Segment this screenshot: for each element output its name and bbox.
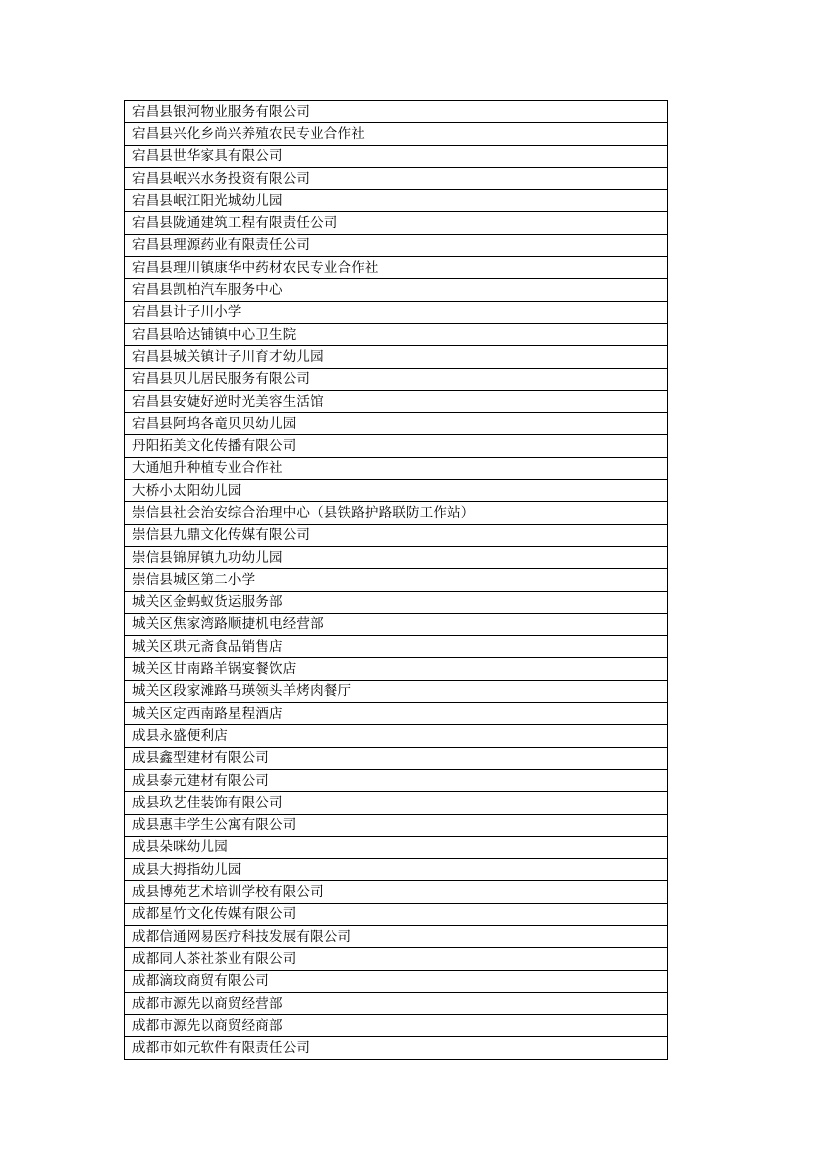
table-row <box>125 881 668 903</box>
company-name-cell: 成都市如元软件有限责任公司 <box>125 1037 668 1059</box>
company-name-cell: 城关区焦家湾路顺捷机电经营部 <box>125 613 668 635</box>
table-row <box>125 613 668 635</box>
table-row <box>125 859 668 881</box>
table-row <box>125 457 668 479</box>
company-name-cell: 宕昌县凯柏汽车服务中心 <box>125 279 668 301</box>
company-name-cell: 成都滴玟商贸有限公司 <box>125 970 668 992</box>
company-name-cell: 成都市源先以商贸经商部 <box>125 1015 668 1037</box>
company-name-cell: 宕昌县兴化乡尚兴养殖农民专业合作社 <box>125 123 668 145</box>
company-list-body <box>125 101 668 1060</box>
table-row <box>125 814 668 836</box>
table-row <box>125 435 668 457</box>
table-row <box>125 680 668 702</box>
company-name-cell: 宕昌县世华家具有限公司 <box>125 145 668 167</box>
company-name-cell: 丹阳拓美文化传播有限公司 <box>125 435 668 457</box>
table-row <box>125 301 668 323</box>
company-name-cell: 成县惠丰学生公寓有限公司 <box>125 814 668 836</box>
company-name-cell: 城关区段家滩路马瑛领头羊烤肉餐厅 <box>125 680 668 702</box>
company-name-cell: 成县鑫型建材有限公司 <box>125 747 668 769</box>
table-row <box>125 992 668 1014</box>
table-row <box>125 925 668 947</box>
company-name-cell: 宕昌县岷江阳光城幼儿园 <box>125 190 668 212</box>
company-name-cell: 成县朵咪幼儿园 <box>125 836 668 858</box>
company-name-cell: 大桥小太阳幼儿园 <box>125 480 668 502</box>
company-name-cell: 宕昌县阿坞各竜贝贝幼儿园 <box>125 413 668 435</box>
company-name-cell: 宕昌县哈达铺镇中心卫生院 <box>125 323 668 345</box>
table-row <box>125 524 668 546</box>
company-name-cell: 崇信县社会治安综合治理中心（县铁路护路联防工作站） <box>125 502 668 524</box>
table-row <box>125 1037 668 1059</box>
company-name-cell: 城关区金蚂蚁货运服务部 <box>125 591 668 613</box>
table-row <box>125 390 668 412</box>
company-name-cell: 城关区珙元斋食品销售店 <box>125 636 668 658</box>
table-row <box>125 703 668 725</box>
table-row <box>125 546 668 568</box>
company-name-cell: 城关区甘南路羊锅宴餐饮店 <box>125 658 668 680</box>
company-name-cell: 崇信县锦屏镇九功幼儿园 <box>125 546 668 568</box>
table-row <box>125 747 668 769</box>
table-row <box>125 1015 668 1037</box>
table-row <box>125 591 668 613</box>
company-name-cell: 宕昌县银河物业服务有限公司 <box>125 101 668 123</box>
company-name-cell: 宕昌县理川镇康华中药材农民专业合作社 <box>125 257 668 279</box>
table-row <box>125 145 668 167</box>
table-row <box>125 769 668 791</box>
table-row <box>125 502 668 524</box>
table-row <box>125 167 668 189</box>
table-row <box>125 212 668 234</box>
table-row <box>125 346 668 368</box>
company-name-cell: 宕昌县安婕好逆时光美容生活馆 <box>125 390 668 412</box>
table-row <box>125 480 668 502</box>
company-name-cell: 宕昌县岷兴水务投资有限公司 <box>125 167 668 189</box>
company-name-cell: 宕昌县计子川小学 <box>125 301 668 323</box>
table-row <box>125 725 668 747</box>
table-row <box>125 569 668 591</box>
company-name-cell: 宕昌县陇通建筑工程有限责任公司 <box>125 212 668 234</box>
table-row <box>125 658 668 680</box>
table-row <box>125 413 668 435</box>
company-name-cell: 城关区定西南路星程酒店 <box>125 703 668 725</box>
company-name-cell: 成县博苑艺术培训学校有限公司 <box>125 881 668 903</box>
table-row <box>125 903 668 925</box>
table-row <box>125 970 668 992</box>
company-name-cell: 成都信通网易医疗科技发展有限公司 <box>125 925 668 947</box>
company-name-cell: 崇信县城区第二小学 <box>125 569 668 591</box>
table-row <box>125 948 668 970</box>
company-list-table <box>124 100 668 1060</box>
company-name-cell: 成都同人茶社茶业有限公司 <box>125 948 668 970</box>
table-row <box>125 234 668 256</box>
table-row <box>125 257 668 279</box>
table-row <box>125 636 668 658</box>
table-row <box>125 190 668 212</box>
table-row <box>125 792 668 814</box>
table-row <box>125 279 668 301</box>
table-row <box>125 101 668 123</box>
company-name-cell: 成县玖艺佳装饰有限公司 <box>125 792 668 814</box>
company-name-cell: 成县泰元建材有限公司 <box>125 769 668 791</box>
table-row <box>125 836 668 858</box>
company-name-cell: 宕昌县城关镇计子川育才幼儿园 <box>125 346 668 368</box>
company-name-cell: 成县大拇指幼儿园 <box>125 859 668 881</box>
table-row <box>125 368 668 390</box>
company-name-cell: 大通旭升种植专业合作社 <box>125 457 668 479</box>
company-name-cell: 宕昌县理源药业有限责任公司 <box>125 234 668 256</box>
company-name-cell: 崇信县九鼎文化传媒有限公司 <box>125 524 668 546</box>
company-name-cell: 成都市源先以商贸经营部 <box>125 992 668 1014</box>
table-row <box>125 123 668 145</box>
company-name-cell: 宕昌县贝儿居民服务有限公司 <box>125 368 668 390</box>
company-name-cell: 成都星竹文化传媒有限公司 <box>125 903 668 925</box>
company-name-cell: 成县永盛便利店 <box>125 725 668 747</box>
table-row <box>125 323 668 345</box>
